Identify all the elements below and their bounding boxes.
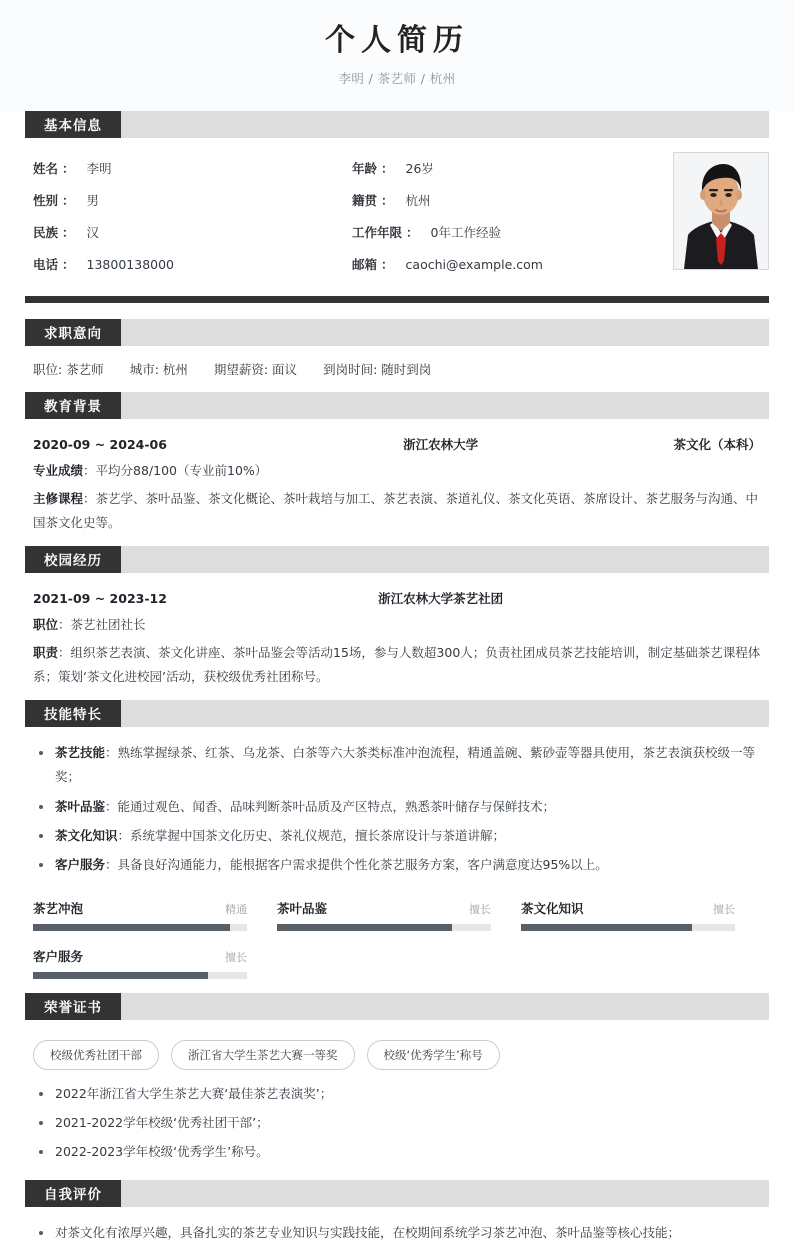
status-badge: 校级‘优秀学生’称号 [367, 1040, 500, 1070]
basic-field-value: 0年工作经验 [430, 224, 501, 240]
education-courses-value: ：茶艺学、茶叶品鉴、茶文化概论、茶叶栽培与加工、茶艺表演、茶道礼仪、茶文化英语、茶席设计、茶艺服务与沟通、中国茶文化史等。 [33, 490, 759, 531]
list-item [33, 824, 761, 848]
section-header-basic [25, 111, 769, 138]
skill-bar-level: 擅长 [712, 902, 735, 916]
skill-bar-track [33, 924, 247, 931]
skill-bullet-text: ：熟练掌握绿茶、红茶、乌龙茶、白茶等六大茶类标准冲泡流程，精通盖碗、紫砂壶等器具使用，茶艺表演获校级一等奖； [55, 744, 756, 785]
basic-field-label: 民族 [33, 224, 59, 240]
basic-field-label: 电话 [33, 256, 59, 272]
list-item: 2021-2022学年校级‘优秀社团干部’； [33, 1111, 761, 1135]
basic-field-hometown [344, 184, 663, 216]
skill-bar-head [33, 899, 247, 917]
status-badge: 校级优秀社团干部 [33, 1040, 159, 1070]
basic-field-ethnicity [25, 216, 344, 248]
honor-tags-row [31, 1030, 763, 1078]
self-evaluation-bullet-list [31, 1217, 763, 1252]
section-title-basic: 基本信息 [25, 111, 121, 138]
list-item: 2022年浙江省大学生茶艺大赛‘最佳茶艺表演奖’； [33, 1082, 761, 1106]
basic-field-work-years [344, 216, 663, 248]
skill-bars-block [25, 887, 769, 993]
skills-block [25, 727, 769, 887]
basic-info-block [25, 138, 769, 290]
honors-bullet-list [31, 1078, 763, 1172]
campus-org: 浙江农林大学茶艺社团 [378, 590, 504, 606]
job-intention-position: 职位: 茶艺师 [33, 361, 104, 377]
education-major: 茶文化（本科） [673, 436, 761, 452]
campus-position [31, 611, 763, 639]
basic-field-colon: ： [62, 256, 75, 272]
basic-field-value: 男 [86, 192, 100, 208]
basic-field-value: 汉 [86, 224, 100, 240]
section-header-campus [25, 546, 769, 573]
basic-field-label: 籍贯 [352, 192, 378, 208]
section-header-intention [25, 319, 769, 346]
basic-field-colon: ： [62, 160, 75, 176]
avatar [673, 152, 769, 270]
page-title: 个人简历 [325, 23, 469, 58]
status-badge: 浙江省大学生茶艺大赛一等奖 [171, 1040, 355, 1070]
list-item [33, 795, 761, 819]
skill-bullet-text: ：能通过观色、闻香、品味判断茶叶品质及产区特点，熟悉茶叶储存与保鲜技术； [105, 798, 556, 814]
skill-bar-item [275, 893, 519, 941]
education-gpa [31, 457, 763, 485]
education-gpa-label: 专业成绩 [33, 462, 84, 478]
basic-info-fields [25, 152, 663, 280]
basic-field-phone [25, 248, 344, 280]
list-item [33, 741, 761, 790]
honors-block [25, 1020, 769, 1180]
section-header-skills [25, 700, 769, 727]
section-title-selfeval: 自我评价 [25, 1180, 121, 1207]
skill-bar-name: 茶叶品鉴 [276, 900, 327, 916]
skill-bullet-title: 客户服务 [55, 857, 106, 873]
skill-bar-level: 精通 [224, 902, 247, 916]
skill-bullet-title: 茶文化知识 [55, 827, 118, 843]
skill-bar-level: 擅长 [468, 902, 491, 916]
section-title-education: 教育背景 [25, 392, 121, 419]
skill-bar-head [33, 947, 247, 965]
basic-field-value: caochi@example.com [405, 256, 543, 272]
section-divider [25, 296, 769, 303]
skill-bar-track [521, 924, 735, 931]
self-evaluation-block [25, 1207, 769, 1260]
skill-bar-track [33, 972, 247, 979]
job-intention-salary: 期望薪资: 面议 [213, 361, 298, 377]
skill-bar-level: 擅长 [224, 950, 247, 964]
page-subtitle: 李明 / 茶艺师 / 杭州 [338, 70, 456, 86]
education-school: 浙江农林大学 [403, 436, 479, 452]
resume-header [0, 0, 794, 111]
job-intention-block [25, 346, 769, 392]
skills-bullet-list [31, 737, 763, 885]
basic-field-label: 邮箱 [352, 256, 378, 272]
basic-field-colon: ： [62, 192, 75, 208]
basic-field-name [25, 152, 344, 184]
basic-field-colon: ： [406, 224, 419, 240]
basic-field-value: 李明 [86, 160, 112, 176]
basic-field-value: 杭州 [405, 192, 431, 208]
skill-bar-name: 茶艺冲泡 [33, 900, 84, 916]
section-title-intention: 求职意向 [25, 319, 121, 346]
skill-bullet-title: 茶叶品鉴 [55, 798, 106, 814]
basic-field-value: 26岁 [405, 160, 434, 176]
section-header-honors [25, 993, 769, 1020]
basic-field-email [344, 248, 663, 280]
campus-duty-value: ：组织茶艺表演、茶文化讲座、茶叶品鉴会等活动15场，参与人数超300人；负责社团成员茶艺技能培训，制定基础茶艺课程体系；策划‘茶文化进校园’活动，获校级优秀社团称号。 [33, 645, 761, 685]
skill-bullet-text: ：具备良好沟通能力，能根据客户需求提供个性化茶艺服务方案，客户满意度达95%以上。 [105, 857, 608, 873]
education-block [25, 419, 769, 546]
skill-bar-item [519, 893, 763, 941]
section-title-honors: 荣誉证书 [25, 993, 121, 1020]
skill-bar-head [277, 899, 491, 917]
basic-field-colon: ： [381, 160, 394, 176]
skill-bar-fill [33, 972, 208, 979]
campus-position-label: 职位 [33, 616, 59, 632]
basic-field-label: 性别 [33, 192, 59, 208]
skill-bar-fill [33, 924, 230, 931]
education-courses [31, 485, 763, 538]
skill-bar-track [277, 924, 491, 931]
campus-block [25, 573, 769, 700]
portrait-photo-icon [674, 153, 768, 269]
skill-bar-fill [277, 924, 452, 931]
basic-field-label: 姓名 [33, 160, 59, 176]
campus-entry-header [31, 583, 763, 611]
list-item: 2022-2023学年校级‘优秀学生’称号。 [33, 1140, 761, 1164]
list-item [33, 853, 761, 877]
section-header-selfeval [25, 1180, 769, 1207]
campus-date: 2021-09 ~ 2023-12 [33, 590, 167, 606]
basic-field-label: 年龄 [352, 160, 378, 176]
section-title-skills: 技能特长 [25, 700, 121, 727]
section-title-campus: 校园经历 [25, 546, 121, 573]
job-intention-availability: 到岗时间: 随时到岗 [323, 361, 432, 377]
education-gpa-value: ：平均分88/100（专业前10%） [83, 462, 268, 478]
education-entry-header [31, 429, 763, 457]
campus-duty-label: 职责 [33, 645, 59, 660]
basic-field-label: 工作年限 [352, 224, 403, 240]
skill-bar-item [31, 941, 275, 989]
basic-field-value: 13800138000 [86, 256, 175, 272]
job-intention-city: 城市: 杭州 [129, 361, 188, 377]
list-item: 对茶文化有浓厚兴趣，具备扎实的茶艺专业知识与实践技能，在校期间系统学习茶艺冲泡、茶叶品鉴等核心技能； [33, 1221, 761, 1245]
skill-bullet-text: ：系统掌握中国茶文化历史、茶礼仪规范，擅长茶席设计与茶道讲解； [117, 827, 506, 843]
basic-field-age [344, 152, 663, 184]
job-intention-row [31, 356, 763, 384]
basic-field-colon: ： [381, 192, 394, 208]
basic-field-colon: ： [62, 224, 75, 240]
basic-field-gender [25, 184, 344, 216]
education-date: 2020-09 ~ 2024-06 [33, 436, 167, 452]
skill-bar-name: 茶文化知识 [520, 900, 584, 916]
skill-bar-item [31, 893, 275, 941]
campus-duty [31, 639, 763, 692]
skill-bar-name: 客户服务 [33, 948, 84, 964]
skill-bullet-title: 茶艺技能 [55, 744, 106, 760]
skill-bar-fill [521, 924, 692, 931]
section-header-education [25, 392, 769, 419]
campus-position-value: ：茶艺社团社长 [58, 616, 146, 632]
basic-field-colon: ： [381, 256, 394, 272]
skill-bar-head [521, 899, 735, 917]
education-courses-label: 主修课程 [33, 490, 84, 506]
